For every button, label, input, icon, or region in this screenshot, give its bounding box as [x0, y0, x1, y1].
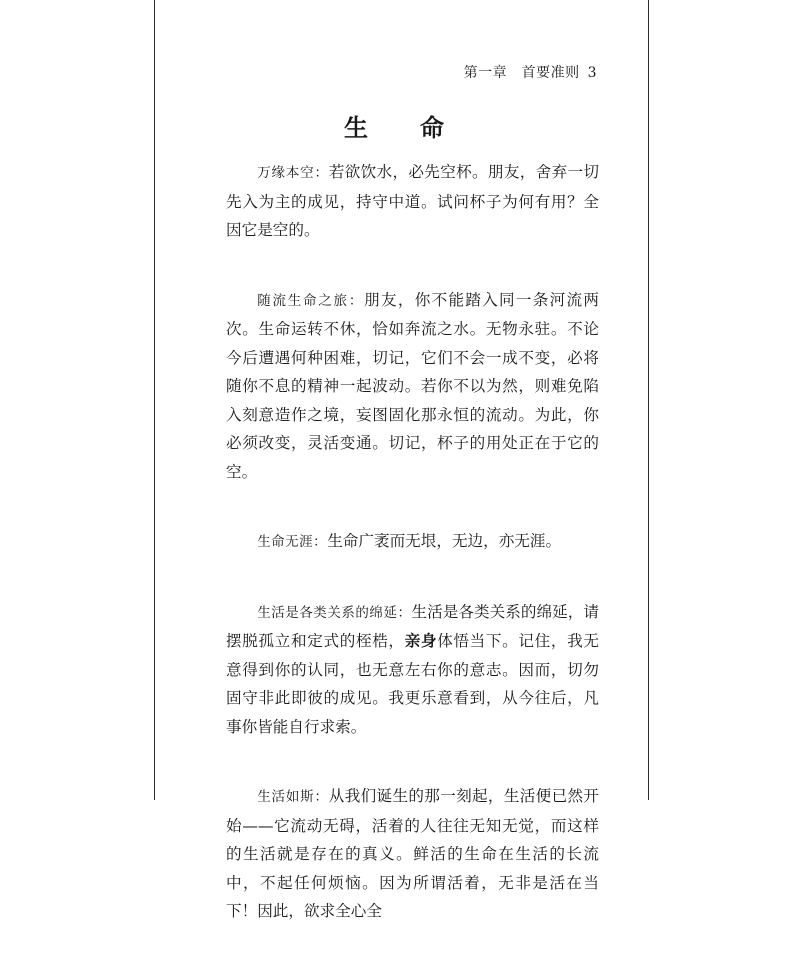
section-title: 生 命 [344, 113, 458, 142]
paragraph-text: 生活是各类关系的绵延，请摆脱孤立和定式的桎梏， [226, 602, 599, 650]
paragraph-lead: 生活是各类关系的绵延： [257, 604, 412, 621]
paragraph-text: 朋友，你不能踏入同一条河流两次。生命运转不休，恰如奔流之水。无物永驻。不论今后遭遇何种困难，切记，它们不会一成不变，必将随你不息的精神一起波动。若你不以为然，则难免陷入刻意造作之境，妄图固化那永恒的流动。为此，你必须改变，灵活变通。切记，杯子的用处正在于它的空。 [226, 290, 599, 481]
emphasis-text: 亲身 [404, 631, 438, 650]
paragraph-text: 体悟当下。记住，我无意得到你的认同，也无意左右你的意志。因而，切勿固守非此即彼的成见。我更乐意看到，从今往后，凡事你皆能自行求索。 [226, 632, 599, 736]
paragraph-lead: 随流生命之旅： [257, 292, 365, 309]
paragraph-lead: 生命无涯： [257, 534, 328, 550]
body-text [226, 158, 599, 967]
paragraph [226, 286, 599, 487]
paragraph-lead: 生活如斯： [257, 789, 329, 805]
page-number: 3 [587, 65, 597, 81]
paragraph [226, 598, 599, 742]
paragraph-text: 若欲饮水，必先空杯。朋友，舍弃一切先入为主的成见，持守中道。试问杯子为何有用？全因它是空的。 [226, 163, 599, 239]
paragraph [226, 527, 599, 557]
paragraph-text: 生命广袤而无垠，无边，亦无涯。 [327, 532, 562, 550]
paragraph-lead: 万缘本空： [257, 165, 329, 181]
paragraph-text: 从我们诞生的那一刻起，生活便已然开始——它流动无碍，活着的人往往无知无觉，而这样的生活就是存在的真义。鲜活的生命在生活的长流中，不起任何烦恼。因为所谓活着，无非是活在当下！因此，欲求全心全 [226, 787, 599, 920]
paragraph [226, 782, 599, 926]
page-right-edge [648, 0, 649, 800]
chapter-title: 第一章 首要准则 [463, 65, 580, 81]
running-header [464, 62, 597, 82]
paragraph [226, 158, 599, 245]
